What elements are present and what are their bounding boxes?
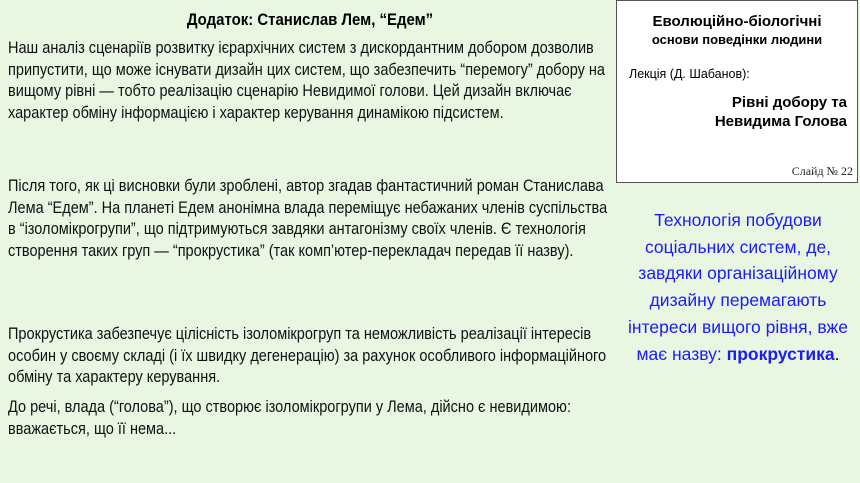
lecture-topic-line-1: Рівні добору та (731, 94, 847, 111)
course-title: Еволюційно-біологічні (652, 13, 822, 30)
lecture-info-box (616, 0, 858, 183)
lecture-author: Лекція (Д. Шабанов): (629, 67, 750, 81)
lecture-topic-line-2: Невидима Голова (714, 113, 847, 130)
paragraph-1: Наш аналіз сценаріїв розвитку ієрархічних систем з дискордантним добором дозволив припустити, що може існувати дизайн цих систем, що забезпечить “перемогу” добору на вищому рівні — тобто реалізацію сценарію Невидимої голови. Цей дизайн включає характер обміну інформацією і характер керування динамікою підсистем. (8, 39, 606, 122)
side-conclusion-tail: . (834, 343, 840, 364)
lecture-topic (617, 93, 847, 131)
side-conclusion-text: Технологія побудови соціальних систем, де, завдяки організаційному дизайну перемагають інтереси вищого рівня, вже має назву: (628, 210, 848, 364)
side-conclusion (620, 207, 856, 367)
paragraph-2: Після того, як ці висновки були зроблені, автор згадав фантастичний роман Станислава Лема “Едем”. На планеті Едем анонімна влада переміщує небажаних членів суспільства в “ізоломікрогрупи”, що підтримуються завдяки антагонізму своїх членів. Є технологія створення таких груп — “прокрустика” (так комп’ютер-перекладач передав її назву). (8, 177, 608, 260)
appendix-title: Додаток: Станислав Лем, “Едем” (186, 10, 434, 29)
side-conclusion-highlight: прокрустика (726, 343, 835, 364)
slide-number: Слайд № 22 (791, 164, 853, 178)
course-subtitle: основи поведінки людини (651, 32, 823, 47)
paragraph-4: До речі, влада (“голова”), що створює ізоломікрогрупи у Лема, дійсно є невидимою: вважається, що її нема... (8, 398, 571, 438)
paragraph-3: Прокрустика забезпечує цілісність ізоломікрогруп та неможливість реалізації інтересів особин у своєму складі (і їх швидку дегенерацію) за рахунок особливого інформаційного обміну та характеру керування. (8, 325, 607, 386)
